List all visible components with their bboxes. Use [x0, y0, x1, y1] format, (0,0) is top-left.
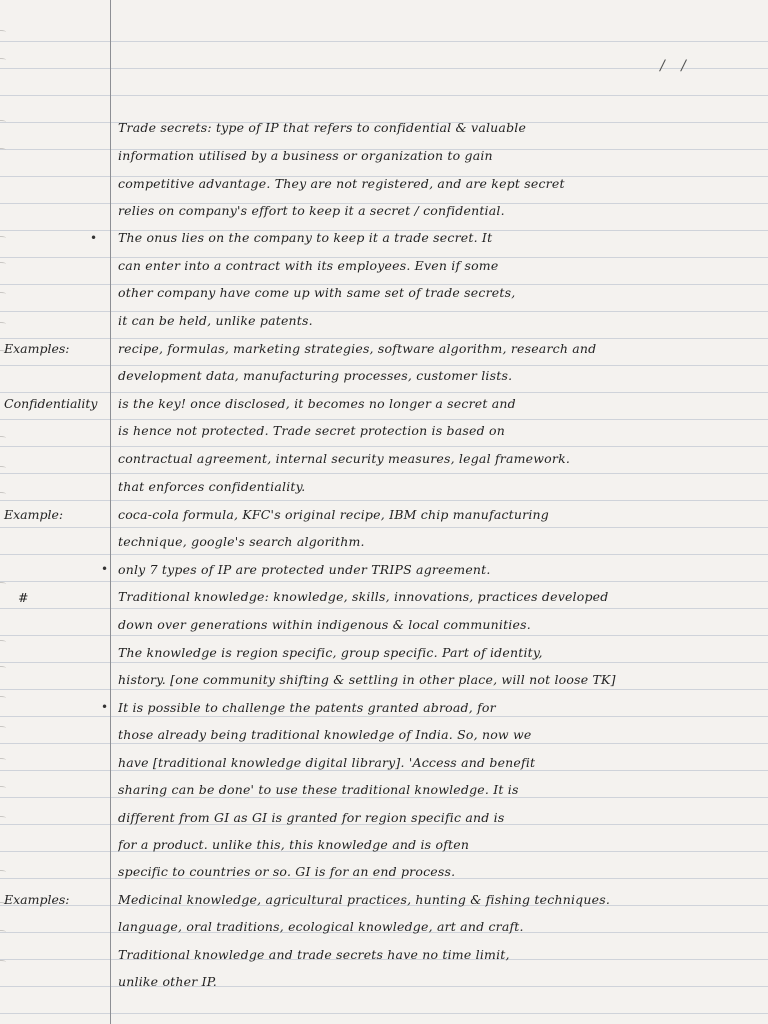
text-line: is the key! once disclosed, it becomes no longer a secret and	[118, 396, 516, 411]
text-line: Traditional knowledge and trade secrets have no time limit,	[118, 947, 510, 962]
text-line: coca-cola formula, KFC's original recipe, IBM chip manufacturing	[118, 507, 549, 522]
text-line: Medicinal knowledge, agricultural practices, hunting & fishing techniques.	[118, 892, 610, 907]
margin-label-hash: #	[18, 590, 29, 605]
text-line: unlike other IP.	[118, 974, 217, 989]
text-line: development data, manufacturing processes, customer lists.	[118, 368, 513, 383]
text-line: sharing can be done' to use these traditional knowledge. It is	[118, 782, 519, 797]
text-line: different from GI as GI is granted for region specific and is	[118, 810, 505, 825]
margin-label-confidentiality: Confidentiality	[4, 396, 98, 411]
text-line: information utilised by a business or organization to gain	[118, 148, 493, 163]
margin-label-examples-2: Examples:	[4, 892, 70, 907]
text-line: have [traditional knowledge digital library]. 'Access and benefit	[118, 755, 536, 770]
text-line: other company have come up with same set of trade secrets,	[118, 285, 516, 300]
text-line: technique, google's search algorithm.	[118, 534, 365, 549]
bullet-dot: •	[101, 700, 109, 714]
page-number: / /	[660, 58, 692, 74]
text-line: can enter into a contract with its employees. Even if some	[118, 258, 499, 273]
text-line: down over generations within indigenous & local communities.	[118, 617, 531, 632]
text-line: Traditional knowledge: knowledge, skills, innovations, practices developed	[118, 589, 609, 604]
margin-label-example: Example:	[4, 507, 64, 522]
text-line: is hence not protected. Trade secret protection is based on	[118, 423, 505, 438]
text-line: competitive advantage. They are not registered, and are kept secret	[118, 176, 565, 191]
text-line: It is possible to challenge the patents granted abroad, for	[118, 700, 496, 715]
text-line: for a product. unlike this, this knowledge and is often	[118, 837, 470, 852]
text-line: contractual agreement, internal security measures, legal framework.	[118, 451, 571, 466]
text-line: that enforces confidentiality.	[118, 479, 306, 494]
text-line: only 7 types of IP are protected under TRIPS agreement.	[118, 562, 491, 577]
text-line: The onus lies on the company to keep it a trade secret. It	[118, 230, 493, 245]
text-line: specific to countries or so. GI is for an end process.	[118, 864, 456, 879]
text-line: recipe, formulas, marketing strategies, software algorithm, research and	[118, 341, 597, 356]
text-line: relies on company's effort to keep it a secret / confidential.	[118, 203, 505, 218]
bullet-dot: •	[101, 562, 109, 576]
text-line: history. [one community shifting & settling in other place, will not loose TK]	[118, 672, 616, 687]
margin-label-examples: Examples:	[4, 341, 70, 356]
bullet-dot: •	[90, 231, 98, 245]
text-line: those already being traditional knowledge of India. So, now we	[118, 727, 532, 742]
text-line: Trade secrets: type of IP that refers to confidential & valuable	[118, 120, 527, 135]
text-line: it can be held, unlike patents.	[118, 313, 313, 328]
text-line: language, oral traditions, ecological knowledge, art and craft.	[118, 919, 524, 934]
text-line: The knowledge is region specific, group specific. Part of identity,	[118, 645, 543, 660]
